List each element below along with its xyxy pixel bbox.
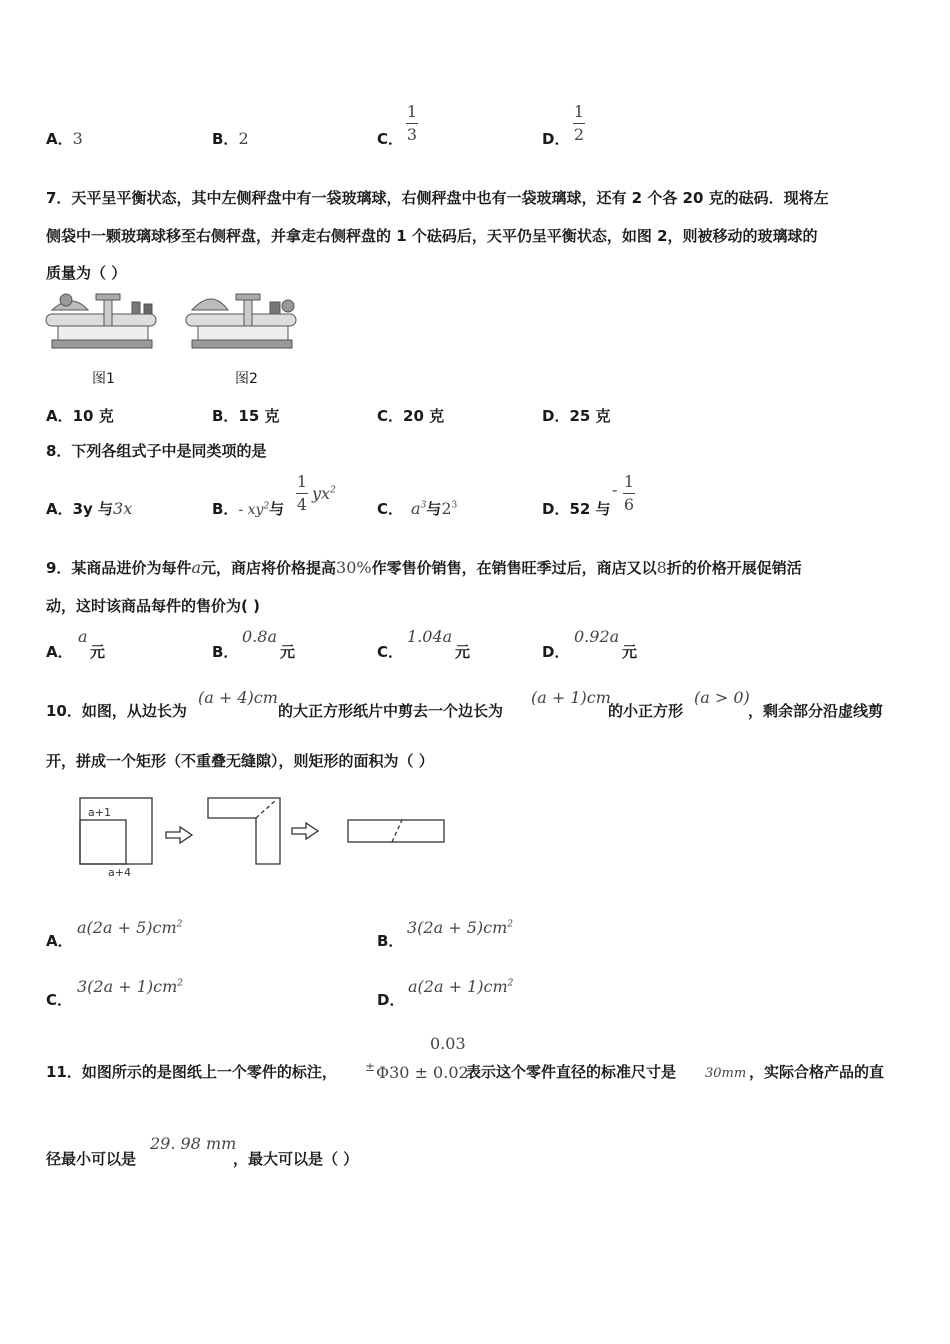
q6-option-c — [377, 128, 403, 149]
q7-stem-line2: 侧袋中一颗玻璃球移至右侧秤盘，并拿走右侧秤盘的 1 个砝码后，天平仍呈平衡状态，如图 2，则被移动的玻璃球的 — [46, 227, 818, 245]
option-value: 3 — [72, 129, 83, 148]
label-a-plus-4: a+4 — [108, 866, 131, 879]
q8-stem: 8．下列各组式子中是同类项的是 — [46, 442, 267, 460]
numerator: 1 — [406, 102, 418, 121]
q10-figure — [76, 792, 448, 880]
q7-stem-line3: 质量为（ ） — [46, 264, 127, 282]
option-label: B． — [212, 500, 239, 518]
q10-option-b-math — [407, 918, 513, 937]
q9-option-d-math: 0.92a — [574, 627, 620, 646]
exponent: 3 — [451, 500, 458, 511]
math — [238, 502, 269, 518]
q6-option-a — [46, 128, 83, 149]
q7-option-c: C．20 克 — [377, 407, 445, 425]
text: 9．某商品进价为每件 — [46, 559, 192, 577]
math-term: 3(2a + 5)cm — [407, 918, 508, 937]
math: 30% — [336, 558, 372, 577]
exponent: 2 — [263, 501, 270, 512]
q11-upper-tolerance: 0.03 — [430, 1034, 466, 1053]
q7-balance-figures — [44, 290, 309, 360]
math — [411, 499, 426, 518]
text: 作零售价销售，在销售旺季过后，商店又以 — [371, 559, 657, 577]
q8-option-d-fraction — [623, 474, 635, 513]
exponent: 3 — [420, 500, 427, 511]
option-label: D．52 与 — [542, 500, 611, 518]
math-term: 3(2a + 1)cm — [77, 977, 178, 996]
q11-plus-minus: ± — [365, 1060, 376, 1074]
math-term: yx — [312, 484, 331, 503]
q10-option-a: A． — [46, 932, 73, 950]
numerator: 1 — [573, 102, 585, 121]
cut-line — [256, 800, 276, 818]
label-a-plus-1: a+1 — [88, 806, 111, 819]
math-term: a(2a + 1)cm — [408, 977, 508, 996]
q9-stem-line1 — [46, 557, 802, 578]
q10-option-b: B． — [377, 932, 404, 950]
q8-option-c — [377, 498, 457, 519]
q10-big-side: (a + 4)cm — [198, 688, 278, 707]
q9-option-c-unit: 元 — [455, 643, 471, 661]
q11-stem-l1a: 11．如图所示的是图纸上一个零件的标注， — [46, 1063, 337, 1081]
q8-option-b-term — [312, 484, 336, 503]
figure-2-caption: 图2 — [235, 371, 258, 387]
rectangle — [348, 820, 444, 842]
l-shape — [208, 798, 280, 864]
q8-option-d — [542, 498, 611, 519]
q6-option-b — [212, 128, 249, 149]
q10-option-c-math — [77, 977, 183, 996]
q9-option-b-math: 0.8a — [242, 627, 277, 646]
q9-option-b-unit: 元 — [280, 643, 296, 661]
q11-stem-l1b: 表示这个零件直径的标准尺寸是 — [466, 1063, 677, 1081]
q7-stem-line1: 7．天平呈平衡状态，其中左侧秤盘中有一袋玻璃球，右侧秤盘中也有一袋玻璃球，还有 2 个各 20 克的砝码．现将左 — [46, 189, 829, 207]
math-term: a(2a + 5)cm — [77, 918, 177, 937]
conjunction: 与 — [426, 500, 442, 518]
q11-dimension: Φ30 ± 0.02 — [376, 1063, 469, 1082]
q10-option-c: C． — [46, 991, 73, 1009]
math: 8 — [656, 558, 667, 577]
q10-stem-l1a: 10．如图，从边长为 — [46, 702, 187, 720]
numerator: 1 — [623, 472, 635, 491]
arrow-1 — [166, 827, 192, 843]
conjunction: 与 — [269, 500, 285, 518]
q10-option-d: D． — [377, 991, 405, 1009]
option-label: B． — [212, 130, 239, 148]
q10-condition: (a > 0) — [694, 688, 750, 707]
figure-1-caption: 图1 — [92, 371, 115, 387]
exponent: 2 — [177, 978, 184, 989]
q6-option-c-fraction — [406, 104, 418, 143]
math — [441, 499, 457, 518]
q11-stem-l1c: ，实际合格产品的直 — [749, 1063, 885, 1081]
q9-option-d-unit: 元 — [622, 643, 638, 661]
q7-option-d: D．25 克 — [542, 407, 611, 425]
q11-stem-l2a: 径最小可以是 — [46, 1150, 137, 1168]
q6-option-d-fraction — [573, 104, 585, 143]
denominator: 6 — [623, 495, 635, 514]
exponent: 2 — [176, 919, 183, 930]
math-term: - xy — [238, 502, 264, 518]
text: 元，商店将价格提高 — [201, 559, 337, 577]
q8-option-a — [46, 498, 132, 519]
balance-figure-1 — [46, 294, 156, 348]
q9-option-b: B． — [212, 643, 239, 661]
q10-small-side: (a + 1)cm — [531, 688, 611, 707]
q8-option-b — [212, 498, 284, 519]
q7-option-b: B．15 克 — [212, 407, 280, 425]
denominator: 4 — [296, 495, 308, 514]
math: 3x — [113, 499, 133, 518]
option-label: C． — [377, 130, 404, 148]
q10-stem-l1d: ，剩余部分沿虚线剪 — [748, 702, 884, 720]
numerator: 1 — [296, 472, 308, 491]
q10-stem-line2: 开，拼成一个矩形（不重叠无缝隙），则矩形的面积为（ ） — [46, 752, 434, 770]
q8-option-b-fraction — [296, 474, 308, 513]
q11-stem-l2b: ，最大可以是（ ） — [233, 1150, 359, 1168]
denominator: 3 — [406, 125, 418, 144]
cut-line-2 — [392, 820, 402, 842]
q9-option-c: C． — [377, 643, 404, 661]
option-label: D． — [542, 130, 570, 148]
q9-option-a: A． — [46, 643, 73, 661]
text: 折的价格开展促销活 — [666, 559, 802, 577]
q9-option-c-math: 1.04a — [407, 627, 453, 646]
exponent: 2 — [507, 919, 514, 930]
q9-option-d: D． — [542, 643, 570, 661]
q10-option-d-math — [408, 977, 513, 996]
q10-option-a-math — [77, 918, 182, 937]
math-term: a — [411, 499, 421, 518]
q7-option-a: A．10 克 — [46, 407, 114, 425]
small-square — [80, 820, 126, 864]
q11-min-size: 29. 98 mm — [150, 1134, 237, 1153]
q9-stem-line2: 动，这时该商品每件的售价为( ) — [46, 597, 260, 615]
q8-option-d-negative: - — [612, 480, 618, 499]
option-label: C． — [377, 500, 404, 518]
q9-option-a-unit: 元 — [90, 643, 106, 661]
q10-stem-l1b: 的大正方形纸片中剪去一个边长为 — [278, 702, 504, 720]
option-label: A． — [46, 130, 73, 148]
balance-figure-2 — [186, 294, 296, 348]
exponent: 2 — [507, 978, 514, 989]
option-label: A．3y 与 — [46, 500, 114, 518]
option-value: 2 — [238, 129, 249, 148]
arrow-2 — [292, 823, 318, 839]
denominator: 2 — [573, 125, 585, 144]
q6-option-d — [542, 128, 569, 149]
q9-option-a-math: a — [78, 627, 88, 646]
q11-standard-size: 30mm — [705, 1066, 747, 1081]
q10-stem-l1c: 的小正方形 — [608, 702, 684, 720]
exponent: 2 — [330, 485, 336, 496]
math: a — [191, 558, 201, 577]
math-term: 2 — [441, 499, 452, 518]
